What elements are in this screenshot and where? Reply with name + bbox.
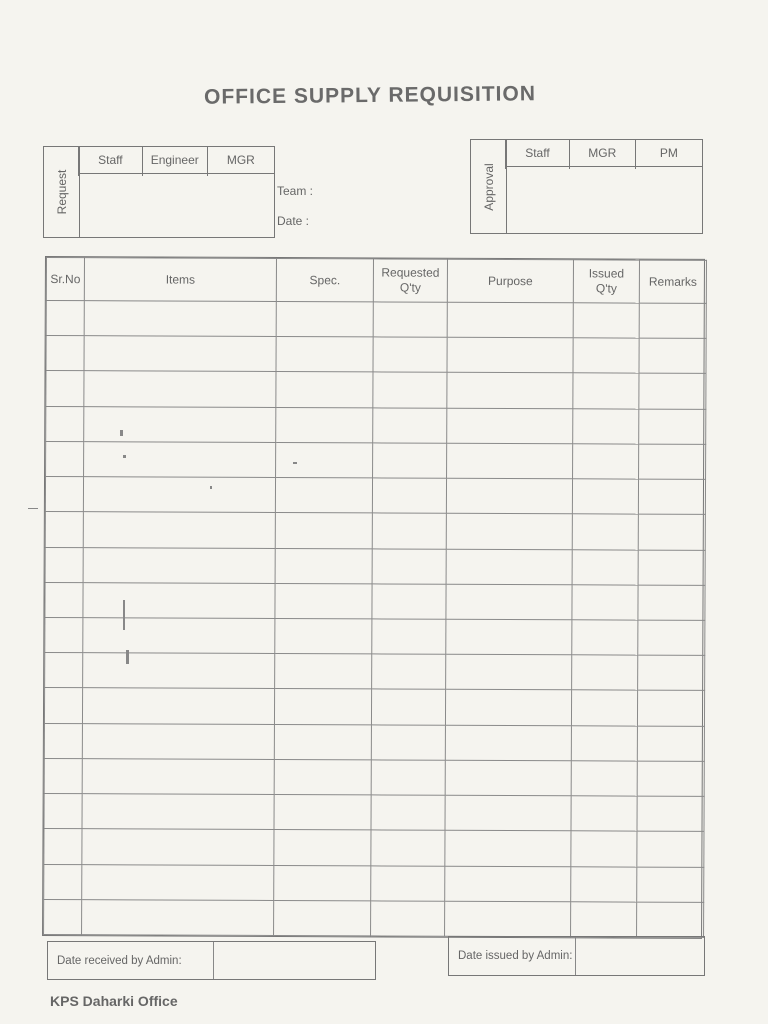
date-received-field[interactable]: [214, 942, 375, 979]
cell-spec[interactable]: [274, 865, 371, 901]
cell-purpose[interactable]: [446, 478, 572, 514]
cell-item[interactable]: [82, 829, 274, 865]
cell-item[interactable]: [84, 336, 276, 372]
date-received-label: Date received by Admin:: [48, 942, 214, 979]
cell-item[interactable]: [83, 653, 275, 689]
cell-requested-qty[interactable]: [372, 478, 446, 514]
cell-requested-qty[interactable]: [373, 337, 447, 373]
header-spec: Spec.: [276, 259, 373, 302]
cell-spec[interactable]: [275, 583, 372, 619]
cell-purpose[interactable]: [446, 549, 572, 585]
cell-spec[interactable]: [274, 724, 371, 760]
cell-spec[interactable]: [276, 442, 373, 478]
cell-issued-qty[interactable]: [571, 831, 637, 867]
date-issued-field[interactable]: [576, 937, 704, 975]
approval-col-staff: Staff: [506, 140, 570, 166]
cell-requested-qty[interactable]: [371, 689, 445, 725]
cell-requested-qty[interactable]: [371, 865, 445, 901]
cell-issued-qty[interactable]: [571, 761, 637, 797]
cell-requested-qty[interactable]: [371, 901, 445, 937]
scan-speck: [293, 462, 297, 464]
cell-remarks[interactable]: [639, 338, 706, 374]
table-row: [45, 582, 705, 620]
cell-purpose[interactable]: [447, 408, 573, 444]
cell-sr-no[interactable]: [44, 899, 82, 934]
scan-speck: [123, 455, 126, 458]
cell-sr-no[interactable]: [45, 653, 83, 688]
cell-spec[interactable]: [275, 478, 372, 514]
approval-col-pm: PM: [635, 140, 702, 166]
cell-sr-no[interactable]: [46, 301, 84, 336]
approval-sign-pm[interactable]: [635, 166, 702, 169]
header-remarks: Remarks: [639, 260, 706, 303]
request-label: Request: [54, 169, 69, 215]
cell-item[interactable]: [82, 759, 274, 795]
table-row: [44, 688, 704, 726]
table-row: [46, 371, 706, 409]
cell-remarks[interactable]: [637, 690, 704, 726]
cell-item[interactable]: [84, 406, 276, 442]
approval-col-mgr: MGR: [569, 140, 635, 166]
cell-spec[interactable]: [274, 830, 371, 866]
cell-item[interactable]: [83, 582, 275, 618]
scan-speck: [28, 508, 38, 509]
cell-purpose[interactable]: [447, 373, 573, 409]
cell-spec[interactable]: [274, 795, 371, 831]
cell-issued-qty[interactable]: [573, 444, 639, 480]
cell-requested-qty[interactable]: [373, 443, 447, 479]
request-col-staff: Staff: [79, 147, 143, 173]
date-received-box: [47, 941, 376, 980]
cell-item[interactable]: [82, 899, 274, 935]
cell-item[interactable]: [83, 618, 275, 654]
cell-remarks[interactable]: [637, 831, 704, 867]
cell-purpose[interactable]: [446, 514, 572, 550]
cell-issued-qty[interactable]: [573, 373, 639, 409]
office-footer: KPS Daharki Office: [50, 993, 178, 1009]
form-title: OFFICE SUPPLY REQUISITION: [203, 82, 537, 109]
cell-issued-qty[interactable]: [573, 408, 639, 444]
cell-issued-qty[interactable]: [571, 725, 637, 761]
cell-issued-qty[interactable]: [572, 655, 638, 691]
cell-sr-no[interactable]: [46, 406, 84, 441]
cell-sr-no[interactable]: [45, 547, 83, 582]
header-purpose: Purpose: [447, 259, 573, 303]
cell-remarks[interactable]: [638, 655, 705, 691]
cell-remarks[interactable]: [638, 514, 705, 550]
cell-purpose[interactable]: [445, 690, 571, 726]
items-table-body: [44, 301, 707, 938]
cell-issued-qty[interactable]: [571, 866, 637, 902]
scan-speck: [123, 600, 125, 630]
cell-requested-qty[interactable]: [373, 408, 447, 444]
cell-remarks[interactable]: [638, 479, 705, 515]
table-row: [46, 441, 706, 479]
cell-sr-no[interactable]: [46, 371, 84, 406]
request-signature-table: [78, 147, 274, 176]
cell-item[interactable]: [82, 864, 274, 900]
cell-spec[interactable]: [276, 372, 373, 408]
request-sign-mgr[interactable]: [207, 173, 274, 176]
date-label: Date :: [277, 214, 310, 228]
table-row: [45, 477, 705, 515]
cell-spec[interactable]: [276, 407, 373, 443]
approval-signature-table: [505, 140, 702, 169]
table-row: [45, 617, 705, 655]
cell-issued-qty[interactable]: [572, 514, 638, 550]
cell-item[interactable]: [83, 512, 275, 548]
cell-issued-qty[interactable]: [572, 585, 638, 621]
cell-requested-qty[interactable]: [372, 619, 446, 655]
table-row: [44, 829, 704, 867]
cell-purpose[interactable]: [445, 760, 571, 796]
cell-remarks[interactable]: [638, 620, 705, 656]
request-side-label: [44, 147, 80, 237]
cell-sr-no[interactable]: [44, 864, 82, 899]
cell-issued-qty[interactable]: [572, 479, 638, 515]
cell-requested-qty[interactable]: [372, 513, 446, 549]
cell-item[interactable]: [83, 477, 275, 513]
date-issued-box: [448, 936, 705, 976]
date-issued-label: Date issued by Admin:: [449, 937, 576, 975]
cell-requested-qty[interactable]: [373, 372, 447, 408]
cell-sr-no[interactable]: [44, 794, 82, 829]
cell-purpose[interactable]: [446, 619, 572, 655]
cell-spec[interactable]: [276, 337, 373, 373]
cell-issued-qty[interactable]: [571, 902, 637, 938]
table-row: [46, 406, 706, 444]
scan-speck: [120, 430, 123, 436]
cell-issued-qty[interactable]: [571, 796, 637, 832]
cell-issued-qty[interactable]: [573, 303, 639, 339]
cell-remarks[interactable]: [637, 867, 704, 903]
approval-sign-staff[interactable]: [506, 166, 570, 169]
approval-signature-box: [470, 139, 703, 234]
cell-purpose[interactable]: [447, 302, 573, 338]
cell-sr-no[interactable]: [44, 829, 82, 864]
table-row: [44, 723, 704, 761]
cell-item[interactable]: [84, 301, 276, 337]
cell-remarks[interactable]: [637, 761, 704, 797]
items-grid: [42, 256, 705, 939]
table-row: [44, 794, 704, 832]
cell-item[interactable]: [82, 688, 274, 724]
cell-purpose[interactable]: [446, 654, 572, 690]
approval-label: Approval: [481, 162, 496, 211]
cell-purpose[interactable]: [445, 831, 571, 867]
cell-purpose[interactable]: [445, 725, 571, 761]
table-row: [46, 336, 706, 374]
cell-remarks[interactable]: [637, 796, 704, 832]
header-issued-qty: Issued Q'ty: [573, 260, 639, 303]
scan-speck: [210, 486, 212, 489]
cell-sr-no[interactable]: [45, 617, 83, 652]
approval-side-label: [471, 140, 507, 233]
table-row: [45, 512, 705, 550]
cell-requested-qty[interactable]: [372, 654, 446, 690]
table-row: [46, 301, 706, 339]
cell-spec[interactable]: [275, 513, 372, 549]
table-row: [44, 758, 704, 796]
cell-spec[interactable]: [275, 548, 372, 584]
request-sign-engineer[interactable]: [142, 173, 207, 176]
cell-purpose[interactable]: [445, 866, 571, 902]
team-label: Team :: [277, 184, 314, 198]
table-row: [45, 653, 705, 691]
request-sign-staff[interactable]: [79, 173, 143, 176]
cell-remarks[interactable]: [638, 550, 705, 586]
cell-remarks[interactable]: [639, 409, 706, 445]
request-col-engineer: Engineer: [142, 147, 207, 173]
cell-sr-no[interactable]: [44, 688, 82, 723]
cell-spec[interactable]: [276, 302, 373, 338]
cell-requested-qty[interactable]: [373, 302, 447, 338]
cell-issued-qty[interactable]: [572, 549, 638, 585]
items-table: [43, 257, 707, 938]
cell-purpose[interactable]: [445, 795, 571, 831]
cell-item[interactable]: [82, 794, 274, 830]
cell-requested-qty[interactable]: [371, 830, 445, 866]
cell-issued-qty[interactable]: [572, 620, 638, 656]
cell-item[interactable]: [82, 723, 274, 759]
cell-issued-qty[interactable]: [573, 338, 639, 374]
cell-remarks[interactable]: [637, 902, 704, 938]
cell-requested-qty[interactable]: [372, 584, 446, 620]
cell-spec[interactable]: [274, 900, 371, 936]
cell-purpose[interactable]: [447, 443, 573, 479]
cell-spec[interactable]: [275, 618, 372, 654]
table-row: [44, 864, 704, 902]
cell-sr-no[interactable]: [45, 512, 83, 547]
cell-spec[interactable]: [275, 654, 372, 690]
cell-sr-no[interactable]: [46, 336, 84, 371]
cell-spec[interactable]: [274, 759, 371, 795]
approval-sign-mgr[interactable]: [569, 166, 635, 169]
cell-requested-qty[interactable]: [371, 795, 445, 831]
cell-sr-no[interactable]: [45, 582, 83, 617]
cell-remarks[interactable]: [639, 374, 706, 410]
scan-speck: [126, 650, 129, 664]
cell-purpose[interactable]: [446, 584, 572, 620]
header-items: Items: [84, 258, 276, 302]
header-sr-no: Sr.No: [46, 258, 84, 301]
cell-sr-no[interactable]: [46, 441, 84, 476]
cell-purpose[interactable]: [445, 901, 571, 937]
cell-requested-qty[interactable]: [371, 725, 445, 761]
cell-sr-no[interactable]: [45, 477, 83, 512]
table-row: [45, 547, 705, 585]
table-row: [44, 899, 704, 937]
cell-sr-no[interactable]: [44, 758, 82, 793]
cell-requested-qty[interactable]: [371, 760, 445, 796]
cell-item[interactable]: [84, 442, 276, 478]
cell-sr-no[interactable]: [44, 723, 82, 758]
cell-issued-qty[interactable]: [571, 690, 637, 726]
cell-spec[interactable]: [274, 689, 371, 725]
cell-remarks[interactable]: [639, 444, 706, 480]
request-signature-box: [43, 146, 275, 238]
cell-item[interactable]: [83, 547, 275, 583]
request-col-mgr: MGR: [207, 147, 274, 173]
cell-remarks[interactable]: [638, 585, 705, 621]
cell-requested-qty[interactable]: [372, 548, 446, 584]
cell-remarks[interactable]: [639, 303, 706, 339]
cell-item[interactable]: [84, 371, 276, 407]
header-requested-qty: Requested Q'ty: [373, 259, 447, 302]
cell-remarks[interactable]: [637, 726, 704, 762]
cell-purpose[interactable]: [447, 337, 573, 373]
